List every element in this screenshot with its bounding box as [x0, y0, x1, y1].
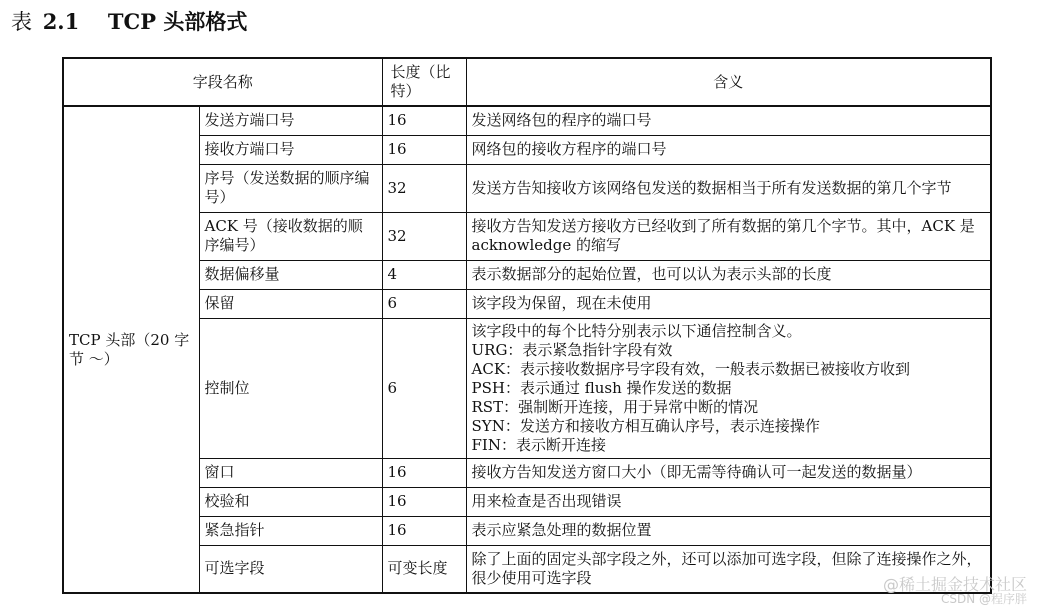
header-meaning: 含义 [466, 58, 991, 106]
meaning-line: 接收方告知发送方窗口大小（即无需等待确认可一起发送的数据量） [471, 463, 922, 481]
meaning-cell [466, 212, 991, 260]
group-label-cell: TCP 头部（20 字节 ～） [63, 106, 199, 593]
table-row [63, 106, 991, 135]
field-name-cell: 校验和 [199, 487, 382, 516]
meaning-line: 表示数据部分的起始位置，也可以认为表示头部的长度 [471, 265, 832, 283]
meaning-cell [466, 318, 991, 458]
meaning-line: SYN：发送方和接收方相互确认序号，表示连接操作 [471, 416, 820, 435]
table-row [63, 516, 991, 545]
meaning-line: URG：表示紧急指针字段有效 [471, 340, 673, 359]
length-cell: 4 [382, 260, 466, 289]
watermark-csdn: CSDN @程序胖 [940, 592, 1027, 606]
length-cell: 16 [382, 135, 466, 164]
length-cell: 32 [382, 164, 466, 212]
length-cell: 16 [382, 106, 466, 135]
field-name-cell: 序号（发送数据的顺序编号） [199, 164, 382, 212]
table-row [63, 212, 991, 260]
meaning-line: PSH：表示通过 flush 操作发送的数据 [471, 378, 732, 397]
tcp-header-table [62, 57, 992, 594]
meaning-cell [466, 289, 991, 318]
length-cell: 6 [382, 289, 466, 318]
table-row [63, 260, 991, 289]
meaning-cell [466, 260, 991, 289]
field-name-cell: 保留 [199, 289, 382, 318]
field-name-cell: 数据偏移量 [199, 260, 382, 289]
table-row [63, 289, 991, 318]
length-cell: 32 [382, 212, 466, 260]
meaning-line: 发送方告知接收方该网络包发送的数据相当于所有发送数据的第几个字节 [471, 178, 952, 197]
watermark-juejin: @稀土掘金技术社区 [882, 575, 1027, 594]
table-row [63, 545, 991, 593]
meaning-cell [466, 458, 991, 487]
meaning-line: 该字段中的每个比特分别表示以下通信控制含义。 [471, 321, 802, 340]
meaning-cell [466, 487, 991, 516]
length-cell: 可变长度 [382, 545, 466, 593]
header-field-name: 字段名称 [63, 58, 382, 106]
meaning-cell [466, 106, 991, 135]
meaning-cell [466, 135, 991, 164]
table-row [63, 318, 991, 458]
meaning-line: RST：强制断开连接，用于异常中断的情况 [471, 397, 759, 416]
meaning-cell [466, 516, 991, 545]
caption-prefix: 表 [11, 10, 32, 34]
table-row [63, 135, 991, 164]
meaning-line: 发送网络包的程序的端口号 [471, 111, 652, 130]
meaning-line: ACK：表示接收数据序号字段有效，一般表示数据已被接收方收到 [471, 359, 911, 378]
table-row [63, 487, 991, 516]
meaning-line: 网络包的接收方程序的端口号 [471, 140, 667, 158]
length-cell: 16 [382, 516, 466, 545]
field-name-cell: ACK 号（接收数据的顺序编号） [199, 212, 382, 260]
caption-number: 2.1 [42, 9, 80, 34]
length-cell: 16 [382, 487, 466, 516]
meaning-line: 接收方告知发送方接收方已经收到了所有数据的第几个字节。其中，ACK 是 acknowledge 的缩写 [471, 217, 975, 254]
field-name-cell: 窗口 [199, 458, 382, 487]
meaning-line: FIN：表示断开连接 [471, 435, 606, 454]
table-row [63, 458, 991, 487]
header-length: 长度（比特） [382, 58, 466, 106]
meaning-line: 用来检查是否出现错误 [471, 492, 622, 510]
meaning-line: 该字段为保留，现在未使用 [471, 294, 652, 312]
field-name-cell: 可选字段 [199, 545, 382, 593]
field-name-cell: 紧急指针 [199, 516, 382, 545]
field-name-cell: 发送方端口号 [199, 106, 382, 135]
meaning-line: 除了上面的固定头部字段之外，还可以添加可选字段，但除了连接操作之外，很少使用可选字段 [471, 549, 982, 587]
caption-title: TCP 头部格式 [107, 9, 248, 34]
meaning-cell [466, 164, 991, 212]
table-caption [11, 8, 247, 36]
length-cell: 16 [382, 458, 466, 487]
meaning-line: 表示应紧急处理的数据位置 [471, 521, 652, 539]
field-name-cell: 控制位 [199, 318, 382, 458]
table-row [63, 164, 991, 212]
field-name-cell: 接收方端口号 [199, 135, 382, 164]
length-cell: 6 [382, 318, 466, 458]
